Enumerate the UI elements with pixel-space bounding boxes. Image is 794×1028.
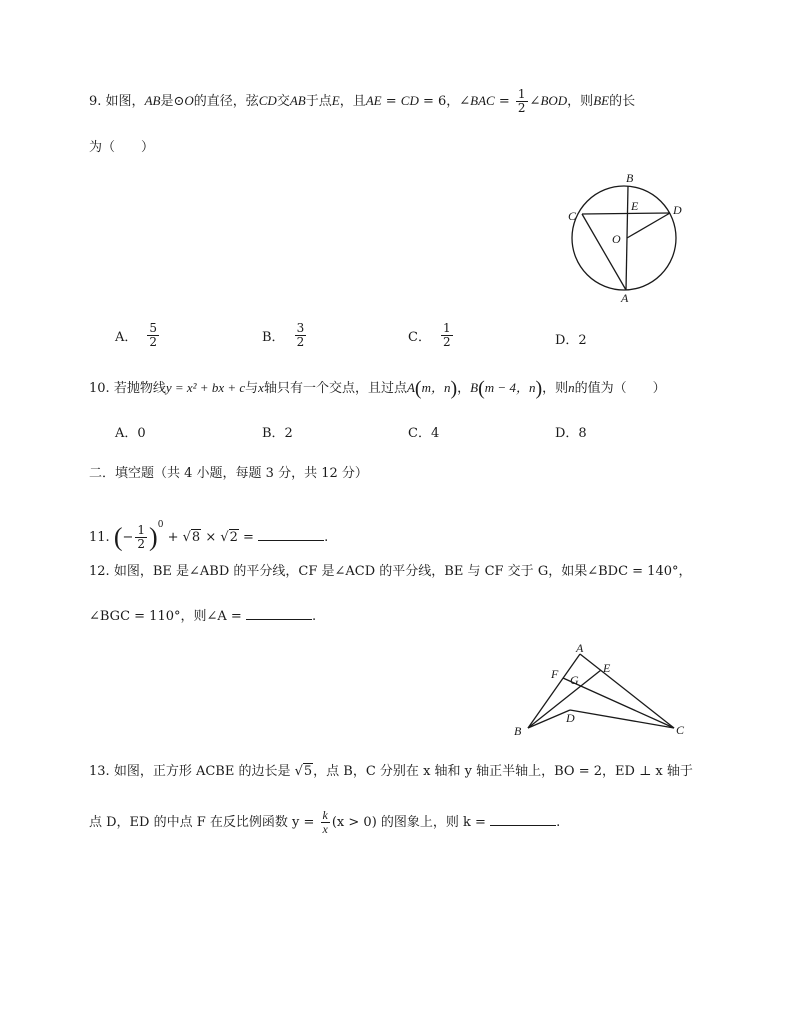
- bisector-cf: [563, 678, 674, 728]
- q10-option-c[interactable]: C．4: [408, 426, 440, 441]
- q10-option-b[interactable]: B．2: [262, 426, 293, 441]
- label-g: G: [570, 673, 579, 687]
- q9-fraction: $\frac{1}{2}$: [517, 87, 526, 115]
- circle-o: [572, 186, 676, 290]
- q10-line1: 10. 若抛物线y = x² + bx + c与x轴只有一个交点，且过点A(m，n)，B(m − 4，n)，则n的值为（ ）: [89, 377, 666, 400]
- label-b: B: [626, 171, 634, 185]
- q9-option-d[interactable]: D．2: [555, 333, 587, 348]
- label-e: E: [631, 199, 639, 213]
- q9-option-a[interactable]: A． $\frac{5}{2}$: [115, 321, 158, 349]
- segment-dc: [570, 710, 674, 728]
- label-o: O: [612, 232, 621, 246]
- segment-od: [627, 213, 670, 238]
- q9-option-b[interactable]: B． $\frac{3}{2}$: [262, 321, 305, 349]
- q12-triangle-figure: [508, 640, 698, 740]
- q13-line1: 13. 如图，正方形 ACBE 的边长是 √5，点 B，C 分别在 x 轴和 y 轴正半轴上，BO = 2，ED ⊥ x 轴于: [89, 764, 693, 779]
- label-f: F: [551, 667, 559, 681]
- q9-line2: 为（ ）: [89, 140, 155, 155]
- q12-line1: 12. 如图，BE 是∠ABD 的平分线，CF 是∠ACD 的平分线，BE 与 CF 交于 G，如果∠BDC = 140°，: [89, 564, 692, 579]
- q9-option-c[interactable]: C． $\frac{1}{2}$: [408, 321, 451, 349]
- q11-line: 11. (− $\frac{1}{2}$ )$^0$ + √8 × √2 = .: [89, 520, 329, 552]
- label-e: E: [603, 661, 611, 675]
- label-c: C: [568, 209, 577, 223]
- label-d: D: [566, 711, 575, 725]
- q13-line2: 点 D，ED 的中点 F 在反比例函数 y = $\frac{k}{x}$ (x > 0) 的图象上，则 k = .: [89, 808, 561, 836]
- q9-line1: 9. 如图，AB是⊙O的直径，弦CD交AB于点E，且AE = CD = 6，∠BAC = $\frac{1}{2}$ ∠BOD，则BE的长: [89, 87, 636, 115]
- label-a: A: [621, 291, 629, 305]
- label-b: B: [514, 724, 522, 738]
- label-c: C: [676, 723, 685, 737]
- q13-answer-blank[interactable]: [490, 812, 556, 826]
- q12-answer-blank[interactable]: [246, 606, 312, 620]
- q9-circle-figure: [560, 170, 680, 305]
- section-title-fill-in: 二．填空题（共 4 小题，每题 3 分，共 12 分）: [89, 466, 368, 481]
- q10-option-d[interactable]: D．8: [555, 426, 587, 441]
- label-d: D: [673, 203, 682, 217]
- label-a: A: [576, 641, 584, 655]
- chord-cd: [582, 213, 670, 214]
- q11-answer-blank[interactable]: [258, 527, 324, 541]
- side-ac: [580, 654, 674, 728]
- q12-line2: ∠BGC = 110°，则∠A = .: [89, 606, 316, 627]
- segment-ca: [582, 214, 626, 290]
- q10-option-a[interactable]: A．0: [115, 426, 146, 441]
